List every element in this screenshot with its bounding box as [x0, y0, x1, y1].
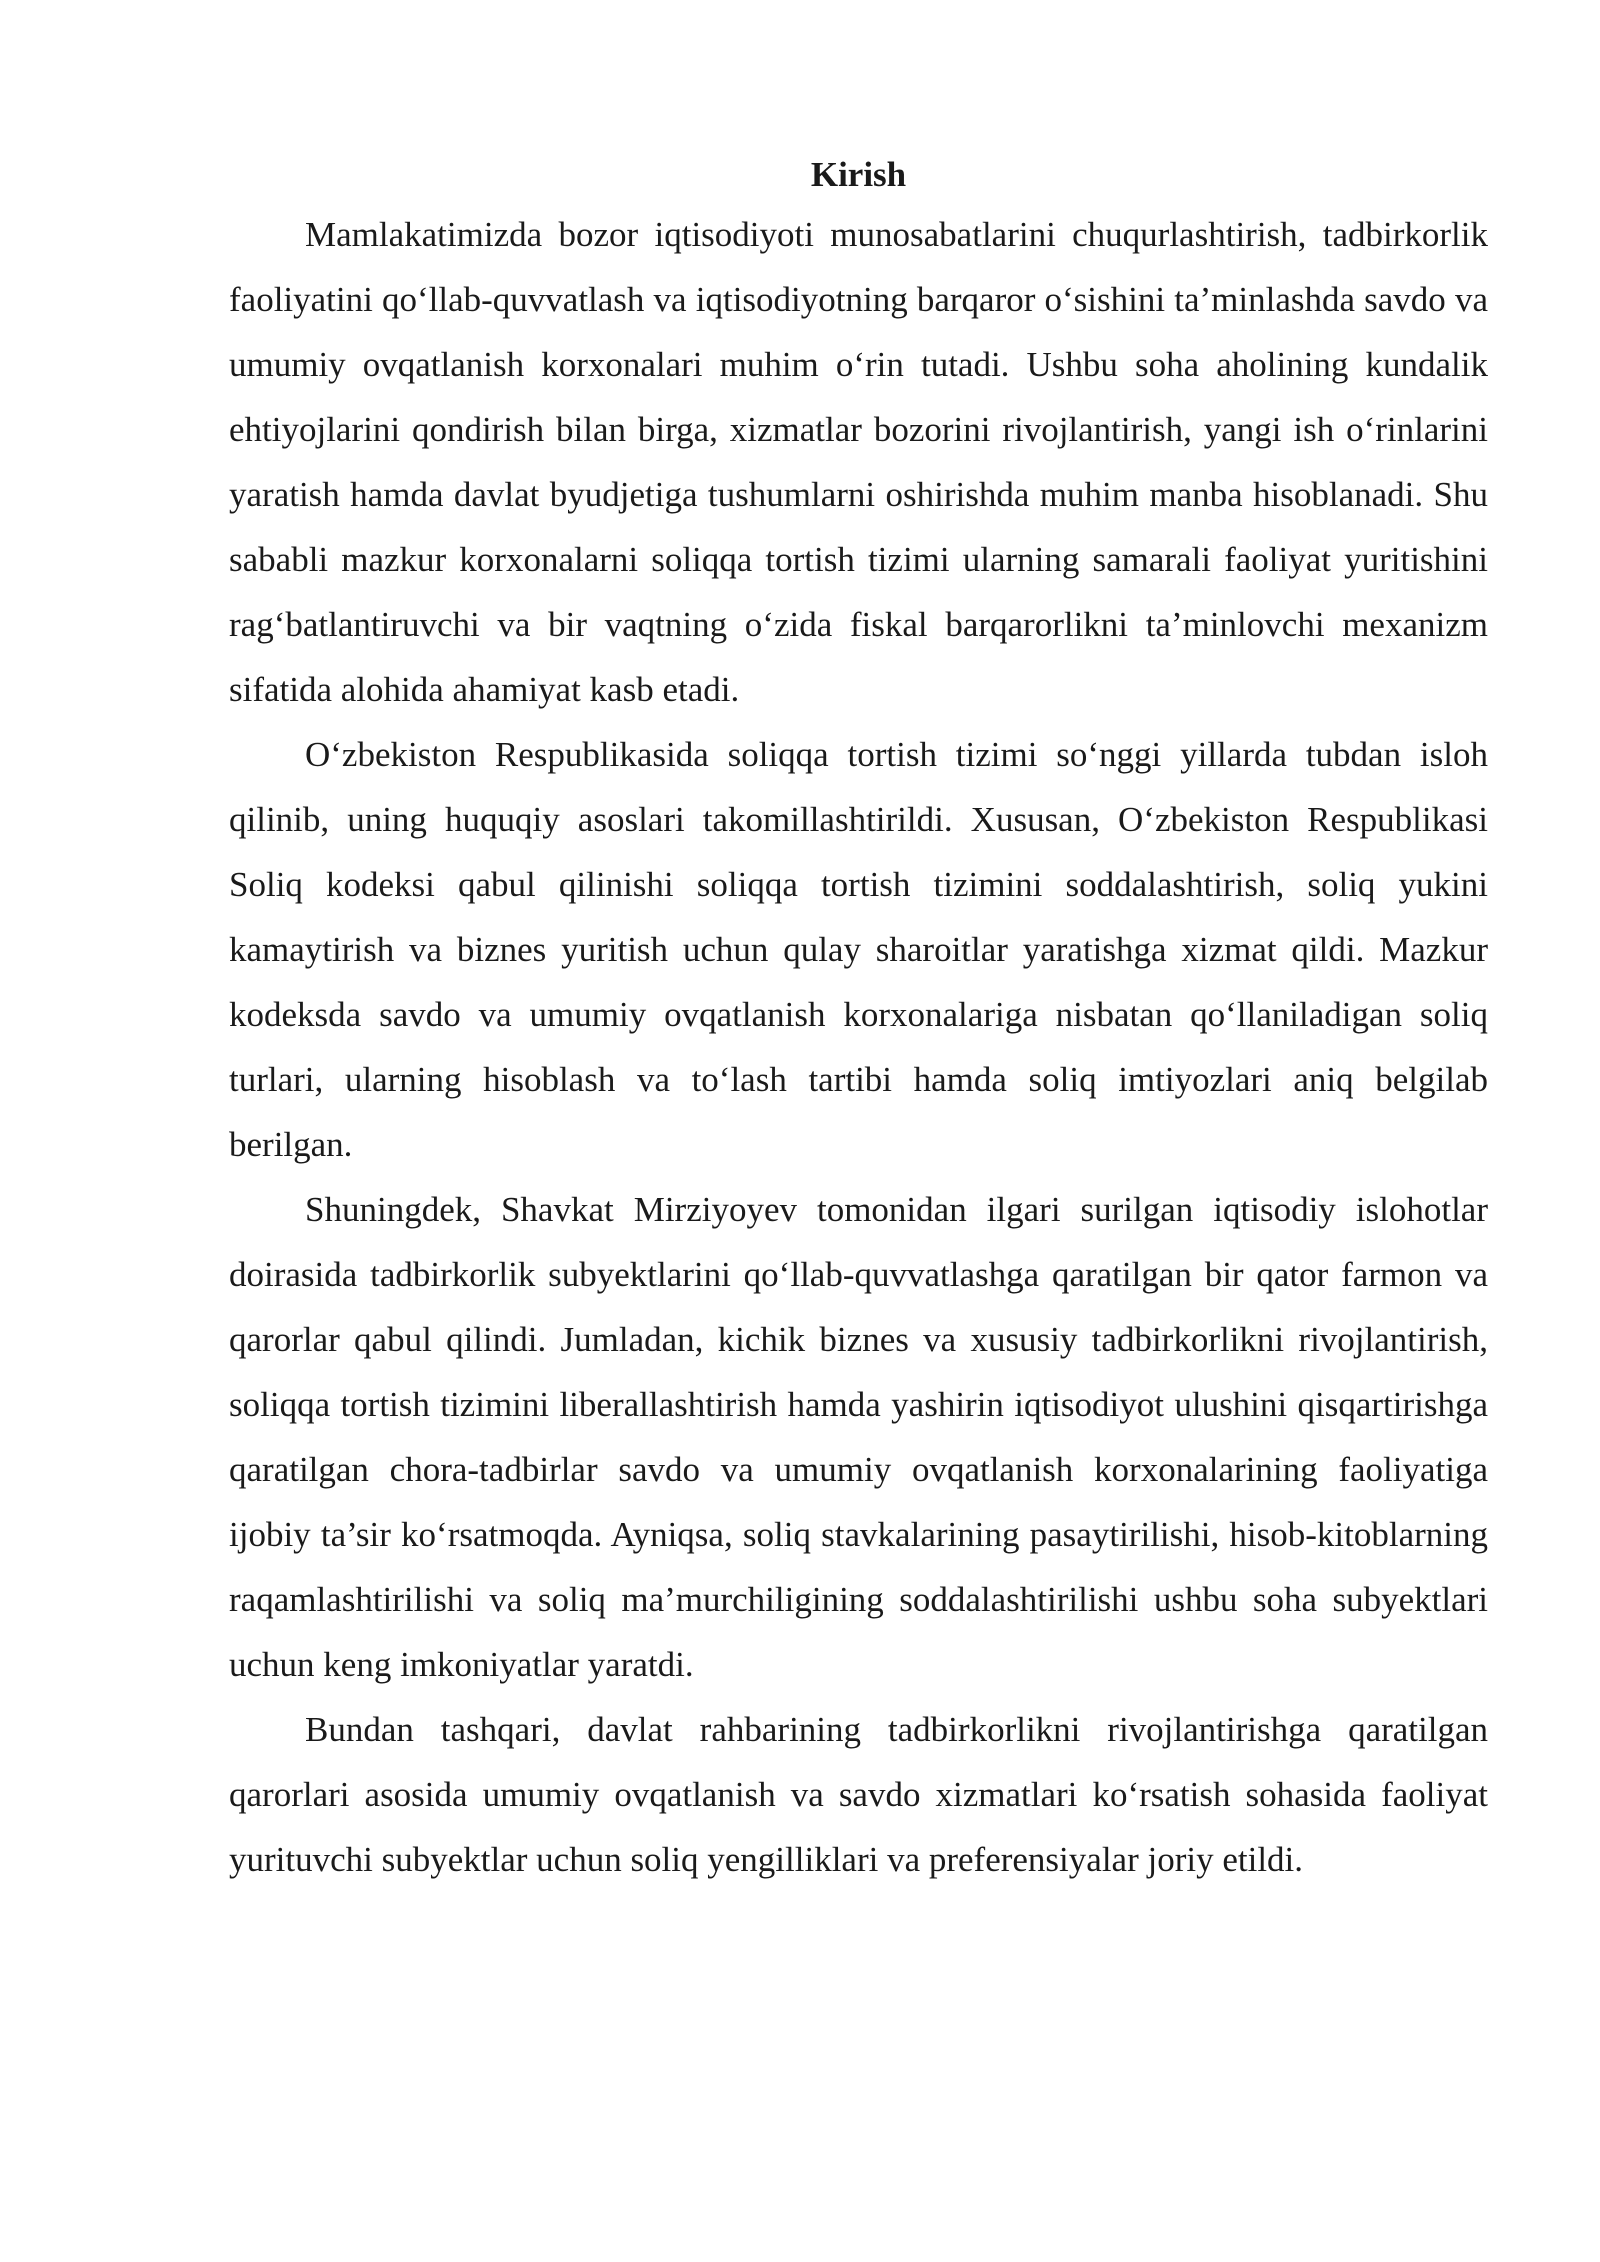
page-title: Kirish — [810, 155, 907, 194]
paragraph-4: Bundan tashqari, davlat rahbarining tadbirkorlikni rivojlantirishga qaratilgan qarorlari asosida umumiy ovqatlanish va savdo xizmatlari ko‘rsatish sohasida faoliyat yurituvchi subyektlar uchun soliq yengilliklari va preferensiyalar joriy etildi. — [229, 1710, 1488, 1879]
paragraph-3: Shuningdek, Shavkat Mirziyoyev tomonidan ilgari surilgan iqtisodiy islohotlar doirasida tadbirkorlik subyektlarini qo‘llab-quvvatlashga qaratilgan bir qator farmon va qarorlar qabul qilindi. Jumladan, kichik biznes va xususiy tadbirkorlikni rivojlantirish, soliqqa tortish tizimini liberallashtirish hamda yashirin iqtisodiyot ulushini qisqartirishga qaratilgan chora-tadbirlar savdo va umumiy ovqatlanish korxonalarining faoliyatiga ijobiy ta’sir ko‘rsatmoqda. Ayniqsa, soliq stavkalarining pasaytirilishi, hisob-kitoblarning raqamlashtirilishi va soliq ma’murchiligining soddalashtirilishi ushbu soha subyektlari uchun keng imkoniyatlar yaratdi. — [229, 1190, 1488, 1684]
paragraph-2: O‘zbekiston Respublikasida soliqqa tortish tizimi so‘nggi yillarda tubdan isloh qilinib, uning huquqiy asoslari takomillashtirildi. Xususan, O‘zbekiston Respublikasi Soliq kodeksi qabul qilinishi soliqqa tortish tizimini soddalashtirish, soliq yukini kamaytirish va biznes yuritish uchun qulay sharoitlar yaratishga xizmat qildi. Mazkur kodeksda savdo va umumiy ovqatlanish korxonalariga nisbatan qo‘llaniladigan soliq turlari, ularning hisoblash va to‘lash tartibi hamda soliq imtiyozlari aniq belgilab berilgan. — [229, 735, 1488, 1164]
paragraph-1: Mamlakatimizda bozor iqtisodiyoti munosabatlarini chuqurlashtirish, tadbirkorlik faoliyatini qo‘llab-quvvatlash va iqtisodiyotning barqaror o‘sishini ta’minlashda savdo va umumiy ovqatlanish korxonalari muhim o‘rin tutadi. Ushbu soha aholining kundalik ehtiyojlarini qondirish bilan birga, xizmatlar bozorini rivojlantirish, yangi ish o‘rinlarini yaratish hamda davlat byudjetiga tushumlarni oshirishda muhim manba hisoblanadi. Shu sababli mazkur korxonalarni soliqqa tortish tizimi ularning samarali faoliyat yuritishini rag‘batlantiruvchi va bir vaqtning o‘zida fiskal barqarorlikni ta’minlovchi mexanizm sifatida alohida ahamiyat kasb etadi. — [229, 215, 1488, 709]
document-body — [229, 148, 1488, 1892]
